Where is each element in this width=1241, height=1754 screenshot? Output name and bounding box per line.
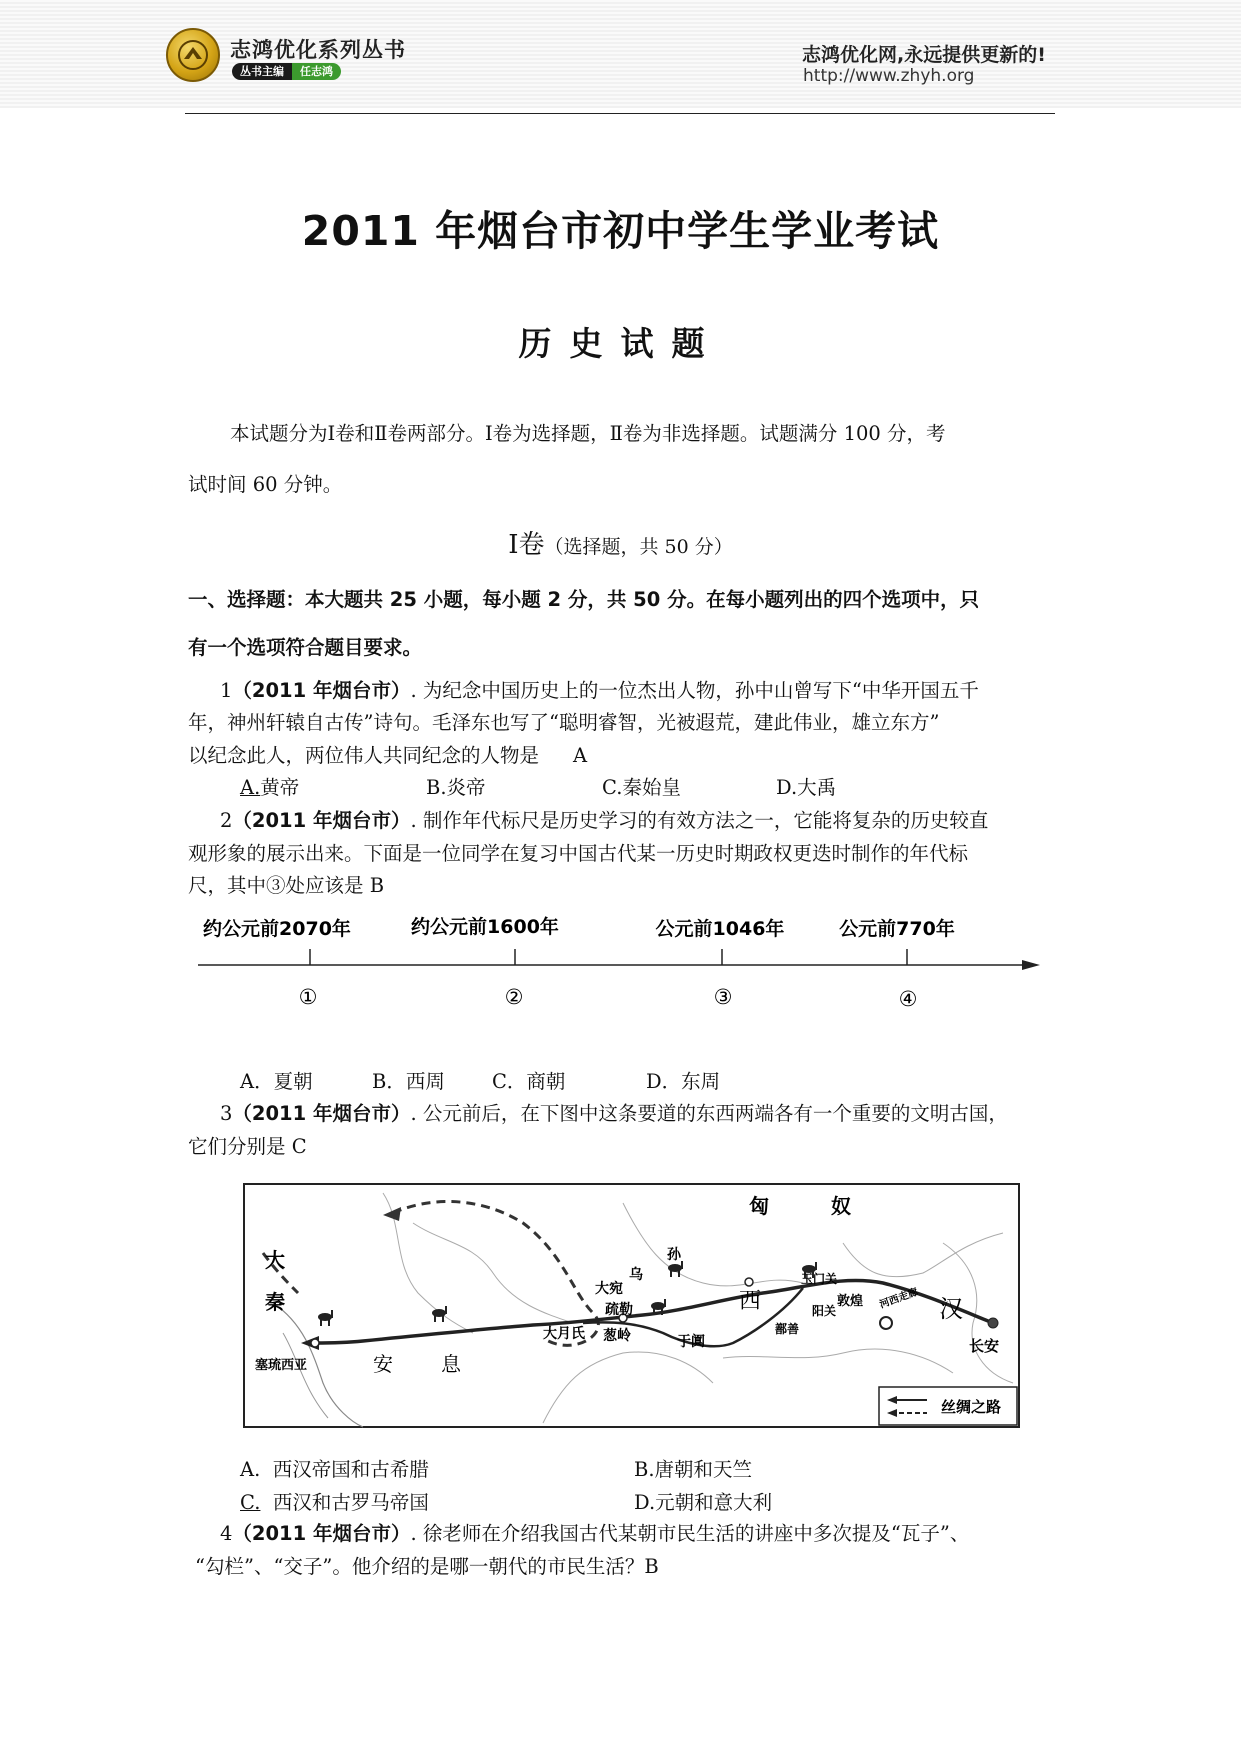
series-logo-icon	[166, 28, 220, 82]
q3-option-c-letter: C.	[240, 1491, 261, 1514]
q2-line-2: 观形象的展示出来。下面是一位同学在复习中国古代某一历史时期政权更迭时制作的年代标	[188, 842, 969, 865]
q1-number: 1	[220, 679, 233, 702]
label-xi-region: 西	[739, 1289, 762, 1314]
editor-label: 丛书主编	[232, 63, 292, 80]
yumenguan-marker	[745, 1278, 753, 1286]
label-da: 大	[265, 1248, 285, 1272]
label-shule: 疏勒	[605, 1302, 633, 1318]
q4-source: （2011 年烟台市）	[232, 1522, 411, 1545]
q1-option-a-text: 黄帝	[260, 776, 300, 799]
label-yumenguan: 玉门关	[801, 1272, 838, 1286]
timeline-date-4: 公元前770年	[839, 918, 955, 940]
label-qin: 秦	[265, 1290, 285, 1314]
timeline-date-3: 公元前1046年	[655, 918, 785, 940]
q1-option-d[interactable]	[776, 772, 836, 804]
q3-option-a-letter: A.	[240, 1458, 261, 1481]
q3-option-c-text: 西汉和古罗马帝国	[272, 1491, 429, 1514]
q1-source: （2011 年烟台市）	[232, 679, 411, 702]
part-title	[0, 524, 1241, 561]
q2-line-1	[220, 805, 988, 837]
q1-option-a[interactable]	[240, 772, 299, 804]
label-han: 汉	[939, 1295, 963, 1323]
label-xiongnu-b: 奴	[831, 1194, 851, 1218]
editor-badge	[232, 63, 341, 80]
q3-line-2: 它们分别是 C	[188, 1135, 307, 1158]
intro-line-2: 试时间 60 分钟。	[188, 473, 343, 496]
q1-option-c-letter: C.	[602, 776, 623, 799]
label-xi: 息	[441, 1352, 461, 1376]
section-instruction-1: 一、选择题：本大题共 25 小题，每小题 2 分，共 50 分。在每小题列出的四个选项中，只	[188, 588, 980, 611]
q3-line-1	[220, 1098, 1008, 1130]
seleucia-marker	[311, 1339, 319, 1347]
label-sun: 孙	[667, 1247, 681, 1263]
q3-option-d-text: 元朝和意大利	[655, 1491, 773, 1514]
q3-source: （2011 年烟台市）	[232, 1102, 411, 1125]
q1-option-b-letter: B.	[426, 776, 447, 799]
label-dunhuang: 敦煌	[837, 1294, 864, 1309]
q2-option-d[interactable]: D．东周	[646, 1070, 721, 1093]
label-hexi: 河西走廊	[878, 1286, 920, 1311]
q1-option-a-letter: A.	[240, 776, 261, 799]
timeline-marker-2: ②	[504, 985, 524, 1009]
silk-road-map	[243, 1183, 1020, 1428]
changan-dot	[988, 1318, 998, 1328]
legend-label: 丝绸之路	[941, 1398, 1002, 1416]
changan-marker	[880, 1317, 892, 1329]
q1-option-c-text: 秦始皇	[622, 776, 681, 799]
q4-line-1	[220, 1518, 969, 1550]
series-title: 志鸿优化系列丛书	[230, 38, 406, 62]
q2-source: （2011 年烟台市）	[232, 809, 411, 832]
part-title-note: （选择题，共 50 分）	[544, 536, 733, 558]
q3-text-1: . 公元前后，在下图中这条要道的东西两端各有一个重要的文明古国，	[410, 1102, 1008, 1125]
q2-timeline	[190, 905, 1050, 1015]
label-xiongnu-a: 匈	[749, 1194, 769, 1218]
q3-option-b[interactable]	[634, 1454, 752, 1486]
timeline-marker-1: ①	[298, 985, 318, 1009]
q1-text-1: . 为纪念中国历史上的一位杰出人物，孙中山曾写下“中华开国五千	[410, 679, 979, 702]
q1-option-d-letter: D.	[776, 776, 798, 799]
label-yangguan: 阳关	[812, 1304, 837, 1318]
timeline-marker-4: ④	[898, 987, 918, 1011]
q2-option-c[interactable]: C．商朝	[492, 1070, 566, 1093]
q3-option-c[interactable]	[240, 1487, 429, 1519]
q3-option-d-letter: D.	[634, 1491, 656, 1514]
label-dayuezhi: 大月氏	[543, 1326, 585, 1342]
intro-line-1: 本试题分为Ⅰ卷和Ⅱ卷两部分。Ⅰ卷为选择题，Ⅱ卷为非选择题。试题满分 100 分，考	[230, 422, 946, 445]
q3-option-d[interactable]	[634, 1487, 772, 1519]
q4-text-1: . 徐老师在介绍我国古代某朝市民生活的讲座中多次提及“瓦子”、	[410, 1522, 970, 1545]
timeline-date-2: 约公元前1600年	[411, 916, 559, 938]
page-title: 2011 年烟台市初中学生学业考试	[301, 207, 940, 255]
q3-option-b-letter: B.	[634, 1458, 655, 1481]
q2-option-a[interactable]: A．夏朝	[240, 1070, 313, 1093]
label-dayuan: 大宛	[595, 1281, 623, 1297]
q3-option-a[interactable]	[240, 1454, 429, 1486]
label-wu: 乌	[629, 1267, 643, 1283]
q2-line-3: 尺，其中③处应该是 B	[188, 874, 385, 897]
part-title-main: Ⅰ卷	[508, 530, 545, 560]
q1-option-b-text: 炎帝	[446, 776, 486, 799]
q4-line-2: “勾栏”、“交子”。他介绍的是哪一朝代的市民生活？B	[195, 1555, 659, 1578]
q1-text-3: 以纪念此人，两位伟人共同纪念的人物是	[188, 744, 540, 767]
q1-answer: A	[573, 744, 588, 767]
label-seleucia: 塞琉西亚	[255, 1358, 308, 1373]
section-instruction-2: 有一个选项符合题目要求。	[188, 636, 423, 659]
q1-option-d-text: 大禹	[797, 776, 837, 799]
q3-option-a-text: 西汉帝国和古希腊	[272, 1458, 429, 1481]
q4-number: 4	[220, 1522, 233, 1545]
timeline-marker-3: ③	[713, 985, 733, 1009]
label-an: 安	[373, 1352, 393, 1376]
q2-text-1: . 制作年代标尺是历史学习的有效方法之一，它能将复杂的历史较直	[410, 809, 989, 832]
q2-number: 2	[220, 809, 233, 832]
site-url[interactable]: http://www.zhyh.org	[803, 66, 975, 86]
q1-option-b[interactable]	[426, 772, 486, 804]
header-divider	[185, 113, 1055, 114]
timeline-arrow-icon	[1022, 960, 1040, 970]
label-yutian: 于阗	[677, 1334, 705, 1350]
page-subtitle: 历史试题	[518, 324, 723, 363]
site-slogan: 志鸿优化网,永远提供更新的!	[802, 44, 1046, 66]
label-shanshan: 鄯善	[775, 1322, 800, 1336]
q3-number: 3	[220, 1102, 233, 1125]
q2-option-b[interactable]: B．西周	[372, 1070, 445, 1093]
q3-option-b-text: 唐朝和天竺	[654, 1458, 753, 1481]
editor-name: 任志鸿	[292, 63, 341, 80]
label-changan: 长安	[969, 1337, 1000, 1355]
q1-option-c[interactable]	[602, 772, 681, 804]
label-congling: 葱岭	[603, 1328, 631, 1344]
timeline-date-1: 约公元前2070年	[203, 918, 351, 940]
q1-line-1	[220, 675, 979, 707]
q1-line-2: 年，神州轩辕自古传”诗句。毛泽东也写了“聪明睿智，光被遐荒，建此伟业，雄立东方”	[188, 711, 940, 734]
q1-line-3	[188, 740, 587, 772]
